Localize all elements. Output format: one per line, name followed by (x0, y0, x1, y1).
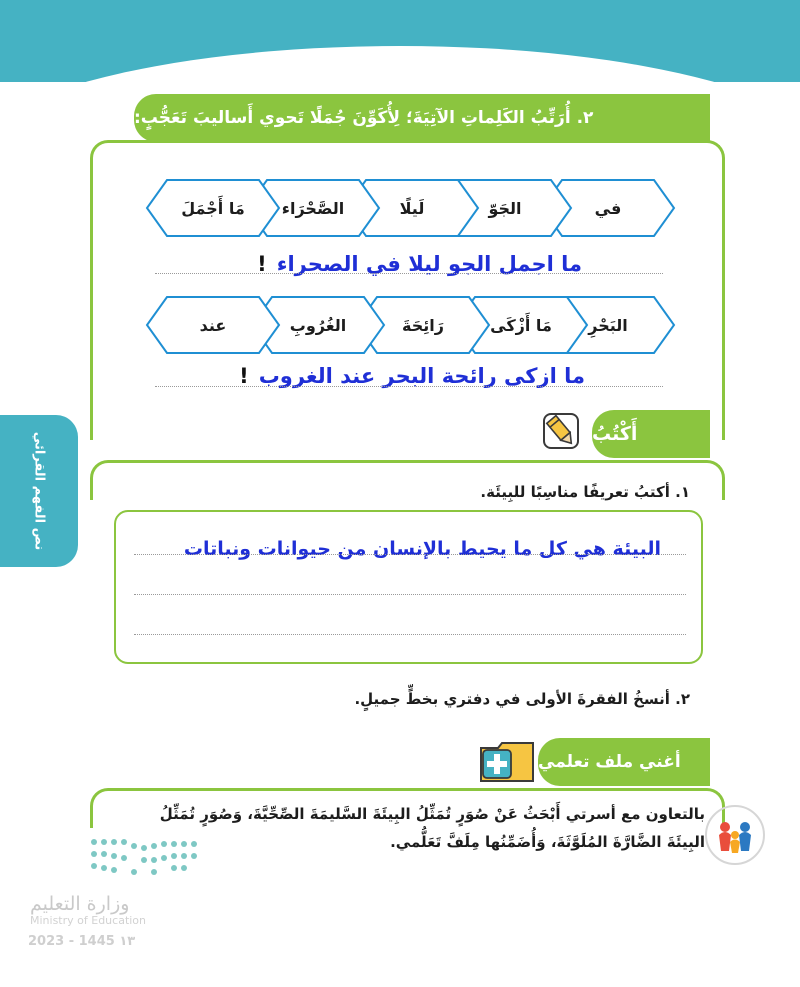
enrich-section-title: أغني ملف تعلمي (538, 738, 710, 786)
side-section-tab (0, 415, 78, 567)
write-section-title: أَكْتُبُ (592, 410, 710, 458)
ministry-logo-dots (88, 836, 198, 886)
word-hex: رَائِحَةَ (355, 295, 491, 355)
side-tab-label: نص الفهم القرائي (31, 431, 47, 551)
answer-line (155, 273, 663, 274)
word-hex: مَا أَزْكَى (453, 295, 589, 355)
pencil-icon (538, 408, 584, 454)
answer-line (134, 594, 686, 595)
answer-line (134, 554, 686, 555)
ministry-logo-text: وزارة التعليم (30, 893, 130, 915)
word-hex: عند (145, 295, 281, 355)
answer-1[interactable]: ما اجمل الجو ليلا في الصحراء! (257, 252, 582, 276)
answer-line (155, 386, 663, 387)
word-hex: الصَّحْرَاء (245, 178, 381, 238)
word-hex: في (540, 178, 676, 238)
page-number: 2023 - 1445 ١٣ (28, 934, 136, 949)
family-icon (705, 805, 765, 865)
definition-answer[interactable]: البيئة هي كل ما يحيط بالإنسان من حيوانات ونباتات (183, 538, 661, 560)
ministry-logo-english: Ministry of Education (30, 914, 147, 927)
top-header-band (0, 0, 800, 82)
enrich-text: بالتعاون مع أسرتي أَبْحَثُ عَنْ صُوَرٍ تُمَثِّلُ البِيئَةَ السَّليمَةَ الصِّحِّيَّةَ، وَصُوَرٍ تُمَثِّلُ البِيئَةَ الضَّارَّةَ المُلَوَّثَةَ، وَأُضَمِّنُها مِلَفَّ تَعَلُّمي. (159, 805, 705, 851)
answer-box[interactable] (114, 510, 703, 664)
word-hex: لَيلًا (344, 178, 480, 238)
question-1: ١. أكتبُ تعريفًا مناسِبًا للبِيئَة. (480, 483, 690, 501)
question-2: ٢. أنسخُ الفقرةَ الأولى في دفتري بخطٍّ جميلٍ. (354, 690, 690, 708)
folder-plus-icon (478, 740, 536, 784)
section-title: ٢. أُرَتِّبُ الكَلِماتِ الآتِيَةَ؛ لِأُكَوِّنَ جُمَلًا تَحوي أَساليبَ تَعَجُّبٍ: (134, 94, 710, 142)
word-hex: الجَوّ (437, 178, 573, 238)
word-hex: البَحْرِ (540, 295, 676, 355)
answer-2[interactable]: ما ازكى رائحة البحر عند الغروب! (239, 364, 585, 388)
word-hex: الغُرُوبِ (250, 295, 386, 355)
word-hex: مَا أَجْمَلَ (145, 178, 281, 238)
answer-line (134, 634, 686, 635)
